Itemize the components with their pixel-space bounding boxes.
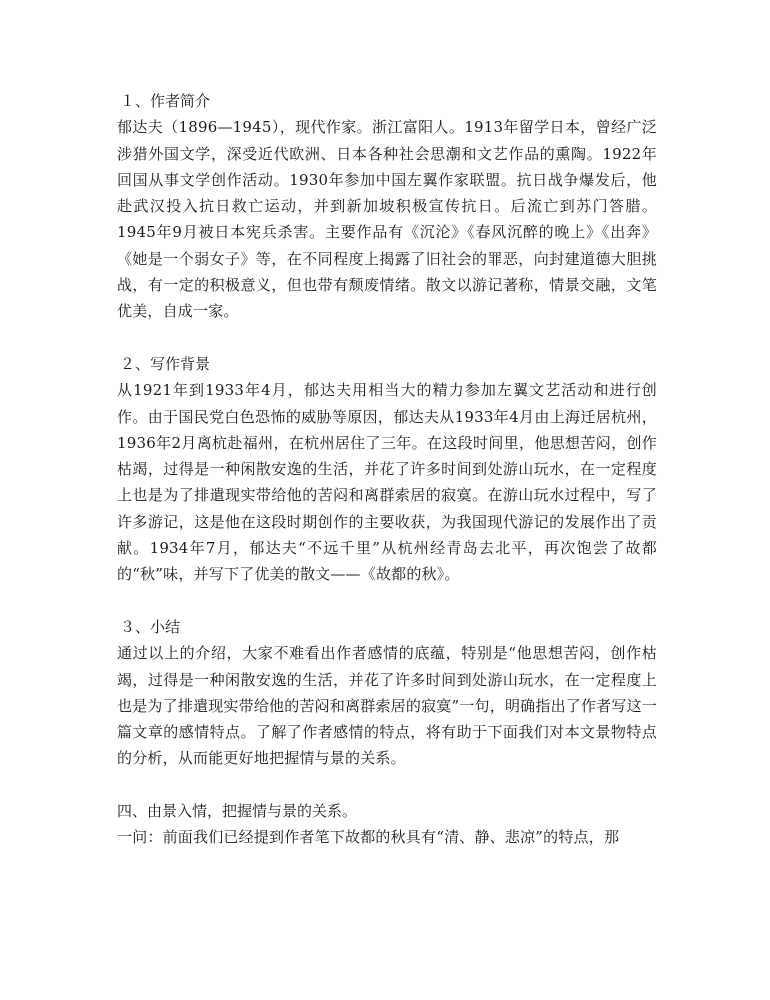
section-heading: ２、写作背景: [120, 354, 211, 373]
document-page: [117, 88, 657, 851]
paragraph: 郁达夫（1896—1945），现代作家。浙江富阳人。1913年留学日本，曾经广泛涉猎外国文学，深受近代欧洲、日本各种社会思潮和文艺作品的熏陶。1922年回国从事文学创作活动。1930年参加中国左翼作家联盟。抗日战争爆发后，他赴武汉投入抗日救亡运动，并到新加坡积极宣传抗日。后流亡到苏门答腊。1945年9月被日本宪兵杀害。主要作品有《沉沦》《春风沉醉的晚上》《出奔》《她是一个弱女子》等，在不同程度上揭露了旧社会的罪恶，向封建道德大胆挑战，有一定的积极意义，但也带有颓废情绪。散文以游记著称，情景交融，文笔优美，自成一家。: [117, 118, 657, 321]
paragraph-spacer: [117, 325, 657, 351]
paragraph-spacer: [117, 772, 657, 798]
paragraph: 从1921年到1933年4月，郁达夫用相当大的精力参加左翼文艺活动和进行创作。由于国民党白色恐怖的威胁等原因，郁达夫从1933年4月由上海迁居杭州，1936年2月离杭赴福州，在杭州居住了三年。在这段时间里，他思想苦闷，创作枯竭，过得是一种闲散安逸的生活，并花了许多时间到处游山玩水，在一定程度上也是为了排遣现实带给他的苦闷和离群索居的寂寞。在游山玩水过程中，写了许多游记，这是他在这段时期创作的主要收获，为我国现代游记的发展作出了贡献。1934年7月，郁达夫“不远千里”从杭州经青岛去北平，再次饱尝了故都的“秋”味，并写下了优美的散文——《故都的秋》。: [117, 381, 657, 584]
section-summary: [117, 614, 657, 772]
section-writing-background: [117, 351, 657, 588]
paragraph: 一问：前面我们已经提到作者笔下故都的秋具有“清、静、悲凉”的特点，那: [117, 828, 620, 847]
section-heading: １、作者简介: [120, 92, 211, 110]
section-author-intro: [117, 88, 657, 325]
paragraph: 通过以上的介绍，大家不难看出作者感情的底蕴，特别是“他思想苦闷，创作枯竭，过得是一种闲散安逸的生活，并花了许多时间到处游山玩水，在一定程度上也是为了排遣现实带给他的苦闷和离群索居的寂寞”一句，明确指出了作者写这一篇文章的感情特点。了解了作者感情的特点，将有助于下面我们对本文景物特点的分析，从而能更好地把握情与景的关系。: [117, 644, 657, 768]
section-heading: 四、由景入情，把握情与景的关系。: [117, 802, 358, 821]
section-heading: ３、小结: [120, 617, 181, 636]
section-emotion-scene: [117, 798, 657, 851]
paragraph-spacer: [117, 588, 657, 614]
